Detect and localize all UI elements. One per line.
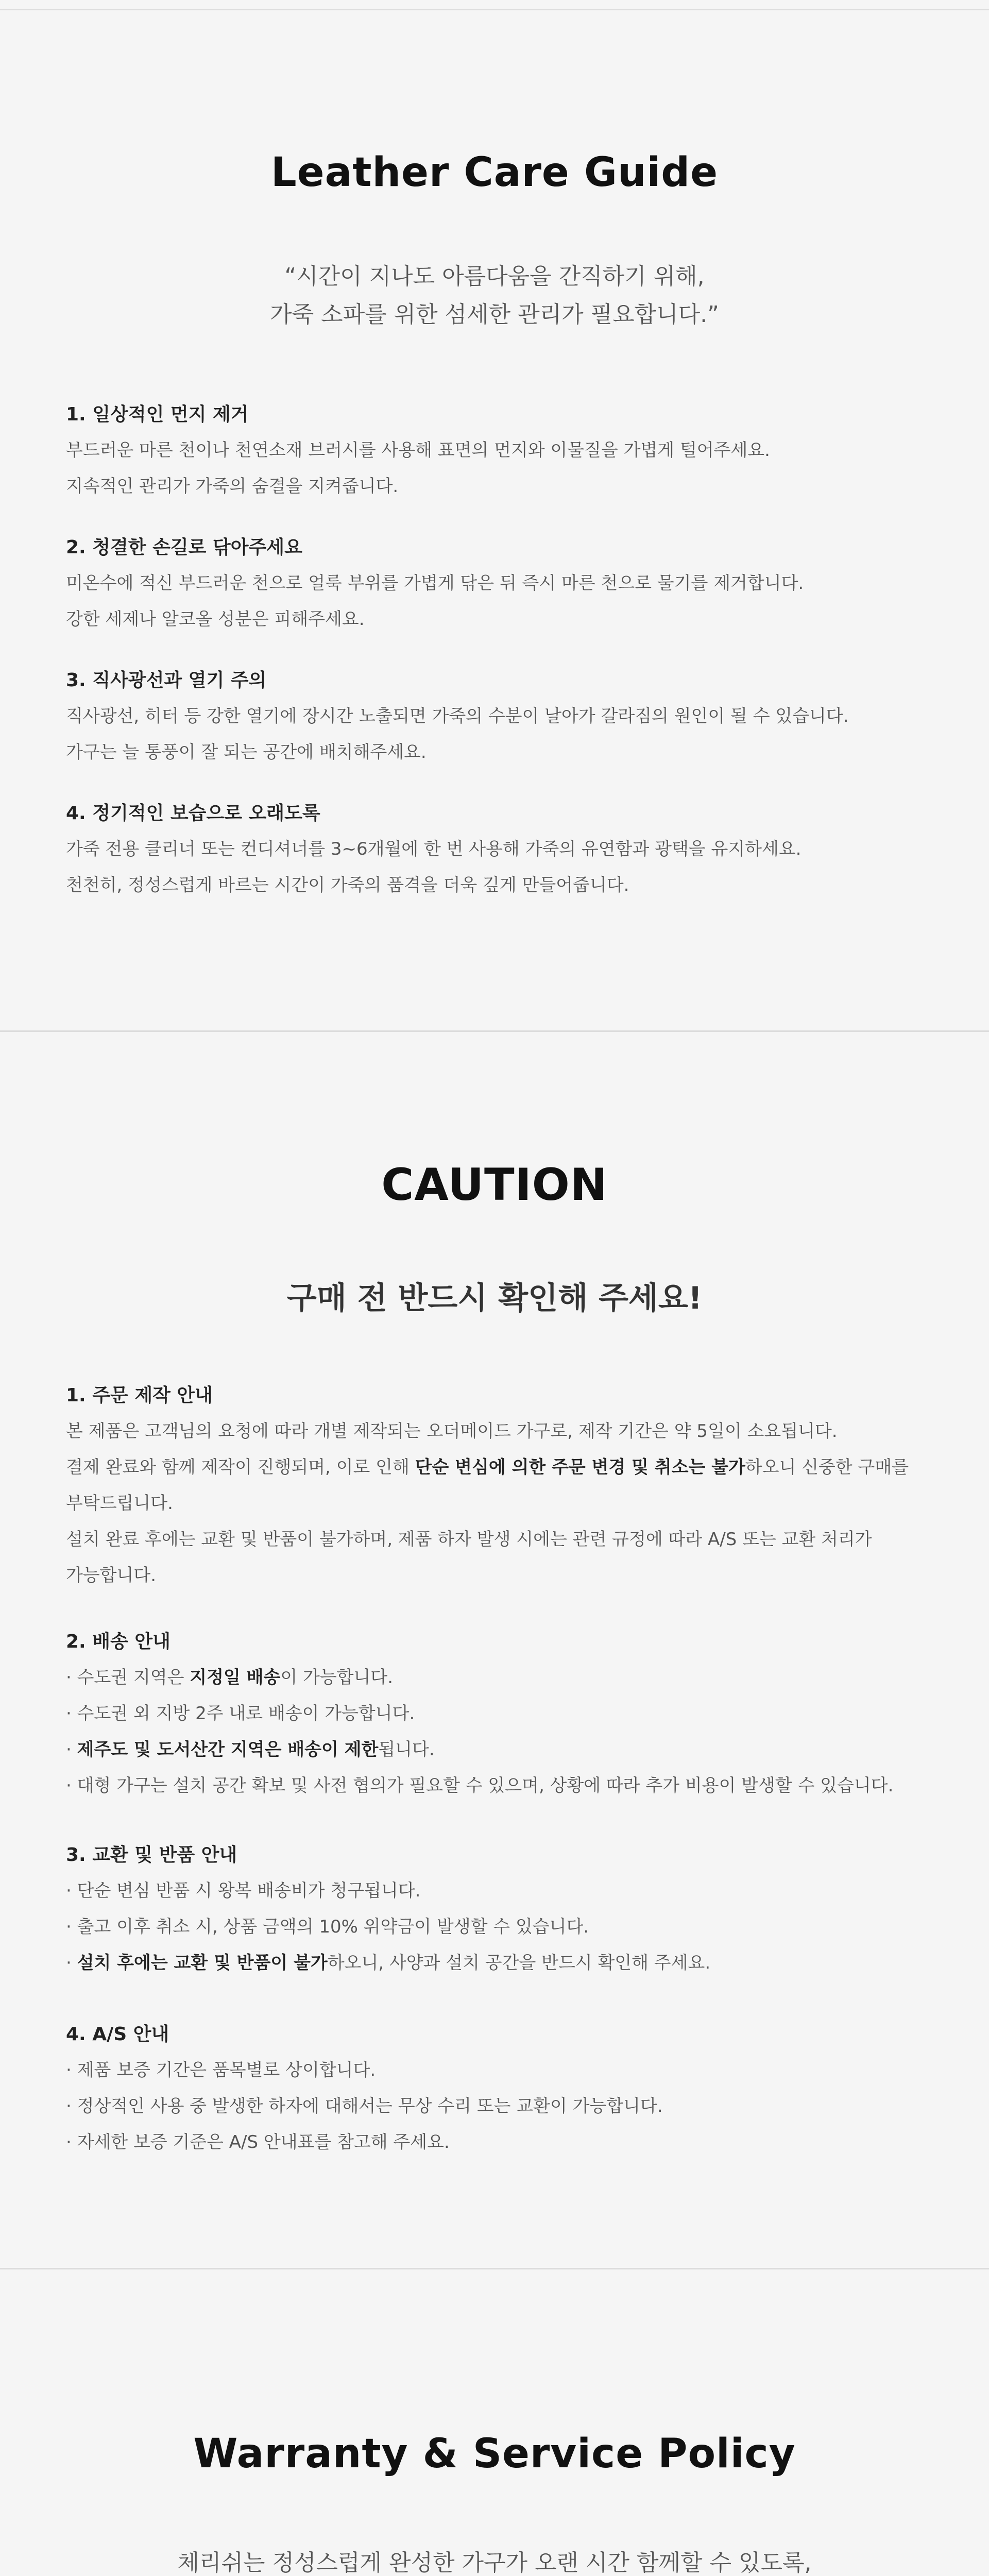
care-item-line: 천천히, 정성스럽게 바르는 시간이 가죽의 품격을 더욱 깊게 만들어줍니다. [66, 875, 629, 895]
section-divider [0, 2268, 989, 2269]
warranty-desc-line1: 체리쉬는 정성스럽게 완성한 가구가 오랜 시간 함께할 수 있도록, [177, 2550, 812, 2576]
caution-line: 설치 완료 후에는 교환 및 반품이 불가하며, 제품 하자 발생 시에는 관련 규정에 따라 A/S 또는 교환 처리가 [66, 1529, 872, 1550]
care-quote-line1: “시간이 지나도 아름다움을 간직하기 위해, [284, 263, 705, 290]
care-item-line: 지속적인 관리가 가죽의 숨결을 지켜줍니다. [66, 476, 399, 497]
care-quote-line2: 가죽 소파를 위한 섬세한 관리가 필요합니다.” [270, 301, 719, 328]
caution-s3-title: 3. 교환 및 반품 안내 [66, 1844, 237, 1866]
caution-line: · 대형 가구는 설치 공간 확보 및 사전 협의가 필요할 수 있으며, 상황에 따라 추가 비용이 발생할 수 있습니다. [66, 1775, 894, 1796]
caution-emphasis: 지정일 배송 [190, 1667, 281, 1688]
caution-line: 가능합니다. [66, 1565, 157, 1586]
caution-emphasis: 설치 후에는 교환 및 반품이 불가 [77, 1953, 328, 1973]
care-item-line: 가구는 늘 통풍이 잘 되는 공간에 배치해주세요. [66, 742, 427, 762]
care-item-title: 4. 정기적인 보습으로 오래도록 [66, 803, 320, 824]
care-item-line: 가죽 전용 클리너 또는 컨디셔너를 3~6개월에 한 번 사용해 가죽의 유연함과 광택을 유지하세요. [66, 839, 802, 859]
caution-line: 본 제품은 고객님의 요청에 따라 개별 제작되는 오더메이드 가구로, 제작 기간은 약 5일이 소요됩니다. [66, 1421, 838, 1442]
care-item-line: 직사광선, 히터 등 강한 열기에 장시간 노출되면 가죽의 수분이 날아가 갈라짐의 원인이 될 수 있습니다. [66, 706, 849, 726]
caution-s4-title: 4. A/S 안내 [66, 2024, 169, 2045]
caution-subtitle: 구매 전 반드시 확인해 주세요! [286, 1280, 703, 1316]
caution-line: · 제주도 및 도서산간 지역은 배송이 제한됩니다. [66, 1739, 435, 1760]
caution-line: · 정상적인 사용 중 발생한 하자에 대해서는 무상 수리 또는 교환이 가능합니다. [66, 2096, 663, 2116]
care-item-line: 부드러운 마른 천이나 천연소재 브러시를 사용해 표면의 먼지와 이물질을 가볍게 털어주세요. [66, 440, 770, 461]
caution-line: 부탁드립니다. [66, 1493, 173, 1514]
caution-line: · 수도권 외 지방 2주 내로 배송이 가능합니다. [66, 1703, 415, 1724]
caution-line: 결제 완료와 함께 제작이 진행되며, 이로 인해 단순 변심에 의한 주문 변경 및 취소는 불가하오니 신중한 구매를 [66, 1457, 909, 1478]
caution-line: · 출고 이후 취소 시, 상품 금액의 10% 위약금이 발생할 수 있습니다. [66, 1917, 589, 1937]
caution-emphasis: 단순 변심에 의한 주문 변경 및 취소는 불가 [415, 1457, 745, 1478]
warranty-title: Warranty & Service Policy [193, 2431, 796, 2477]
top-divider [0, 9, 989, 10]
caution-line: · 설치 후에는 교환 및 반품이 불가하오니, 사양과 설치 공간을 반드시 확인해 주세요. [66, 1953, 711, 1973]
caution-emphasis: 제주도 및 도서산간 지역은 배송이 제한 [77, 1739, 379, 1760]
caution-title: CAUTION [381, 1159, 608, 1211]
care-item-title: 3. 직사광선과 열기 주의 [66, 670, 267, 691]
caution-s2-title: 2. 배송 안내 [66, 1631, 170, 1652]
caution-s1-title: 1. 주문 제작 안내 [66, 1385, 213, 1406]
care-item-line: 미온수에 적신 부드러운 천으로 얼룩 부위를 가볍게 닦은 뒤 즉시 마른 천으로 물기를 제거합니다. [66, 573, 804, 594]
care-title: Leather Care Guide [270, 149, 718, 196]
caution-line: · 제품 보증 기간은 품목별로 상이합니다. [66, 2060, 376, 2080]
care-item-title: 2. 청결한 손길로 닦아주세요 [66, 537, 302, 558]
caution-line: · 수도권 지역은 지정일 배송이 가능합니다. [66, 1667, 394, 1688]
care-item-line: 강한 세제나 알코올 성분은 피해주세요. [66, 609, 365, 630]
caution-line: · 단순 변심 반품 시 왕복 배송비가 청구됩니다. [66, 1880, 421, 1901]
section-divider [0, 1030, 989, 1032]
caution-line: · 자세한 보증 기준은 A/S 안내표를 참고해 주세요. [66, 2132, 450, 2153]
care-item-title: 1. 일상적인 먼지 제거 [66, 404, 249, 425]
